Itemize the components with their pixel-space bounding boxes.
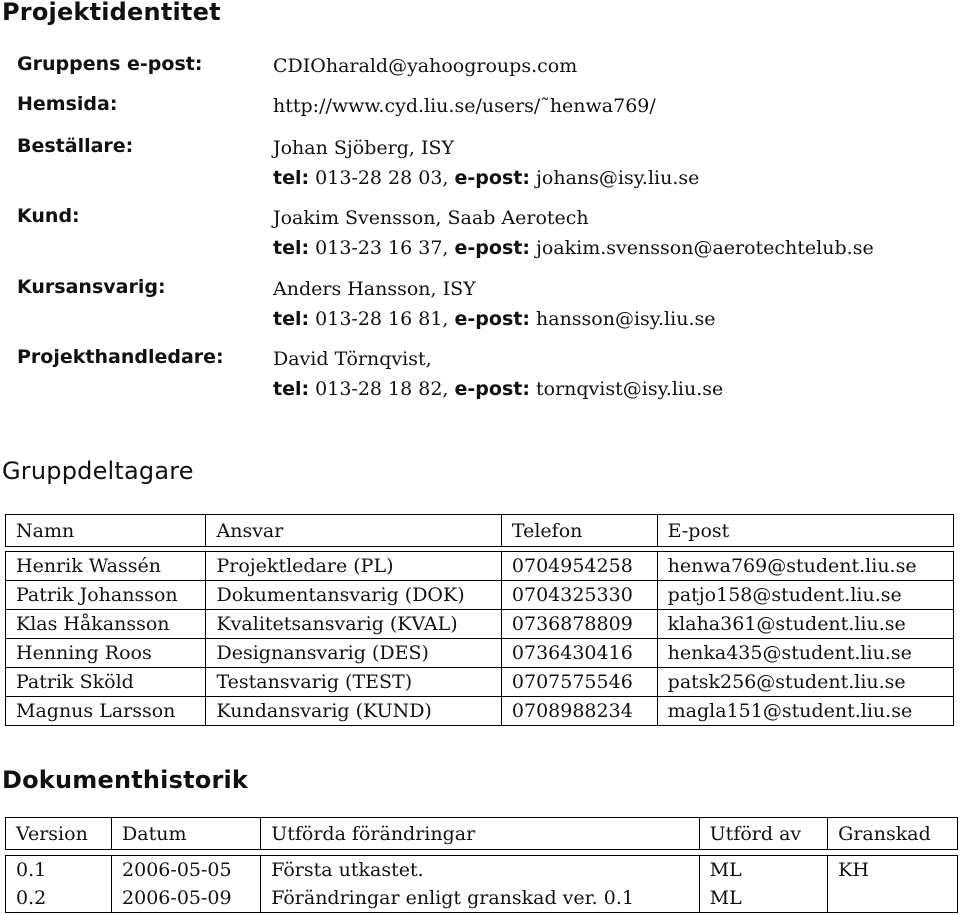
orderer-tel: 013-28 28 03, xyxy=(315,167,449,189)
changes-cell: Första utkastet. xyxy=(261,856,699,885)
member-email: henwa769@student.liu.se xyxy=(657,552,953,581)
orderer-contact xyxy=(273,163,699,193)
table-row xyxy=(6,668,954,697)
email-label-inline: e-post: xyxy=(454,308,530,330)
col-header-date: Datum xyxy=(112,818,261,850)
member-name: Henning Roos xyxy=(6,639,206,668)
col-header-email: E-post xyxy=(657,515,953,547)
orderer-value xyxy=(273,133,699,193)
email-value: CDIOharald@yahoogroups.com xyxy=(273,55,578,77)
supervisor-label: Projekthandledare: xyxy=(17,346,224,368)
col-header-role: Ansvar xyxy=(206,515,501,547)
members-table xyxy=(5,514,954,726)
member-role: Kvalitetsansvarig (KVAL) xyxy=(206,610,501,639)
supervisor-name: David Törnqvist, xyxy=(273,348,432,370)
email-label-inline: e-post: xyxy=(454,167,530,189)
course-value xyxy=(273,274,715,334)
member-phone: 0736430416 xyxy=(501,639,657,668)
changes-cell: Förändringar enligt granskad ver. 0.1 xyxy=(261,884,699,913)
col-header-done-by: Utförd av xyxy=(699,818,828,850)
customer-email: joakim.svensson@aerotechtelub.se xyxy=(536,237,874,259)
section-title-group: Gruppdeltagare xyxy=(2,457,194,485)
done-by-cell: ML xyxy=(699,856,828,885)
course-name: Anders Hansson, ISY xyxy=(273,278,476,300)
col-header-name: Namn xyxy=(6,515,206,547)
members-header-row xyxy=(6,515,954,547)
col-header-reviewed: Granskad xyxy=(828,818,958,850)
customer-name: Joakim Svensson, Saab Aerotech xyxy=(273,207,589,229)
member-name: Patrik Johansson xyxy=(6,581,206,610)
table-row xyxy=(6,697,954,726)
customer-label: Kund: xyxy=(17,205,80,227)
member-phone: 0736878809 xyxy=(501,610,657,639)
orderer-label: Beställare: xyxy=(17,135,134,157)
course-email: hansson@isy.liu.se xyxy=(536,308,716,330)
member-name: Henrik Wassén xyxy=(6,552,206,581)
tel-label: tel: xyxy=(273,167,310,189)
member-phone: 0707575546 xyxy=(501,668,657,697)
customer-contact xyxy=(273,233,874,263)
member-phone: 0704954258 xyxy=(501,552,657,581)
member-name: Patrik Sköld xyxy=(6,668,206,697)
done-by-cell: ML xyxy=(699,884,828,913)
history-table xyxy=(5,817,958,913)
col-header-phone: Telefon xyxy=(501,515,657,547)
table-row xyxy=(6,856,958,885)
table-row xyxy=(6,610,954,639)
member-email: patsk256@student.liu.se xyxy=(657,668,953,697)
history-header-row xyxy=(6,818,958,850)
customer-tel: 013-23 16 37, xyxy=(315,237,449,259)
customer-value xyxy=(273,203,874,263)
member-phone: 0704325330 xyxy=(501,581,657,610)
reviewed-cell: KH xyxy=(828,856,958,885)
tel-label: tel: xyxy=(273,308,310,330)
table-row xyxy=(6,552,954,581)
date-cell: 2006-05-09 xyxy=(112,884,261,913)
course-tel: 013-28 16 81, xyxy=(315,308,449,330)
supervisor-contact xyxy=(273,374,723,404)
tel-label: tel: xyxy=(273,237,310,259)
course-label: Kursansvarig: xyxy=(17,276,166,298)
member-email: magla151@student.liu.se xyxy=(657,697,953,726)
reviewed-cell xyxy=(828,884,958,913)
course-contact xyxy=(273,304,715,334)
orderer-email: johans@isy.liu.se xyxy=(536,167,700,189)
member-email: henka435@student.liu.se xyxy=(657,639,953,668)
member-phone: 0708988234 xyxy=(501,697,657,726)
supervisor-email: tornqvist@isy.liu.se xyxy=(536,378,724,400)
version-cell: 0.1 xyxy=(6,856,112,885)
member-role: Designansvarig (DES) xyxy=(206,639,501,668)
member-email: klaha361@student.liu.se xyxy=(657,610,953,639)
member-role: Projektledare (PL) xyxy=(206,552,501,581)
member-email: patjo158@student.liu.se xyxy=(657,581,953,610)
email-label: Gruppens e-post: xyxy=(17,53,203,75)
table-row xyxy=(6,884,958,913)
member-role: Kundansvarig (KUND) xyxy=(206,697,501,726)
version-cell: 0.2 xyxy=(6,884,112,913)
col-header-changes: Utförda förändringar xyxy=(261,818,699,850)
member-name: Magnus Larsson xyxy=(6,697,206,726)
section-title-history: Dokumenthistorik xyxy=(2,766,249,794)
homepage-value: http://www.cyd.liu.se/users/˜henwa769/ xyxy=(273,95,656,117)
supervisor-tel: 013-28 18 82, xyxy=(315,378,449,400)
member-role: Testansvarig (TEST) xyxy=(206,668,501,697)
col-header-version: Version xyxy=(6,818,112,850)
supervisor-value xyxy=(273,344,723,404)
table-row xyxy=(6,581,954,610)
section-title-identity: Projektidentitet xyxy=(2,0,221,26)
orderer-name: Johan Sjöberg, ISY xyxy=(273,137,455,159)
member-name: Klas Håkansson xyxy=(6,610,206,639)
homepage-label: Hemsida: xyxy=(17,93,118,115)
table-row xyxy=(6,639,954,668)
email-label-inline: e-post: xyxy=(454,378,530,400)
member-role: Dokumentansvarig (DOK) xyxy=(206,581,501,610)
tel-label: tel: xyxy=(273,378,310,400)
date-cell: 2006-05-05 xyxy=(112,856,261,885)
email-label-inline: e-post: xyxy=(454,237,530,259)
